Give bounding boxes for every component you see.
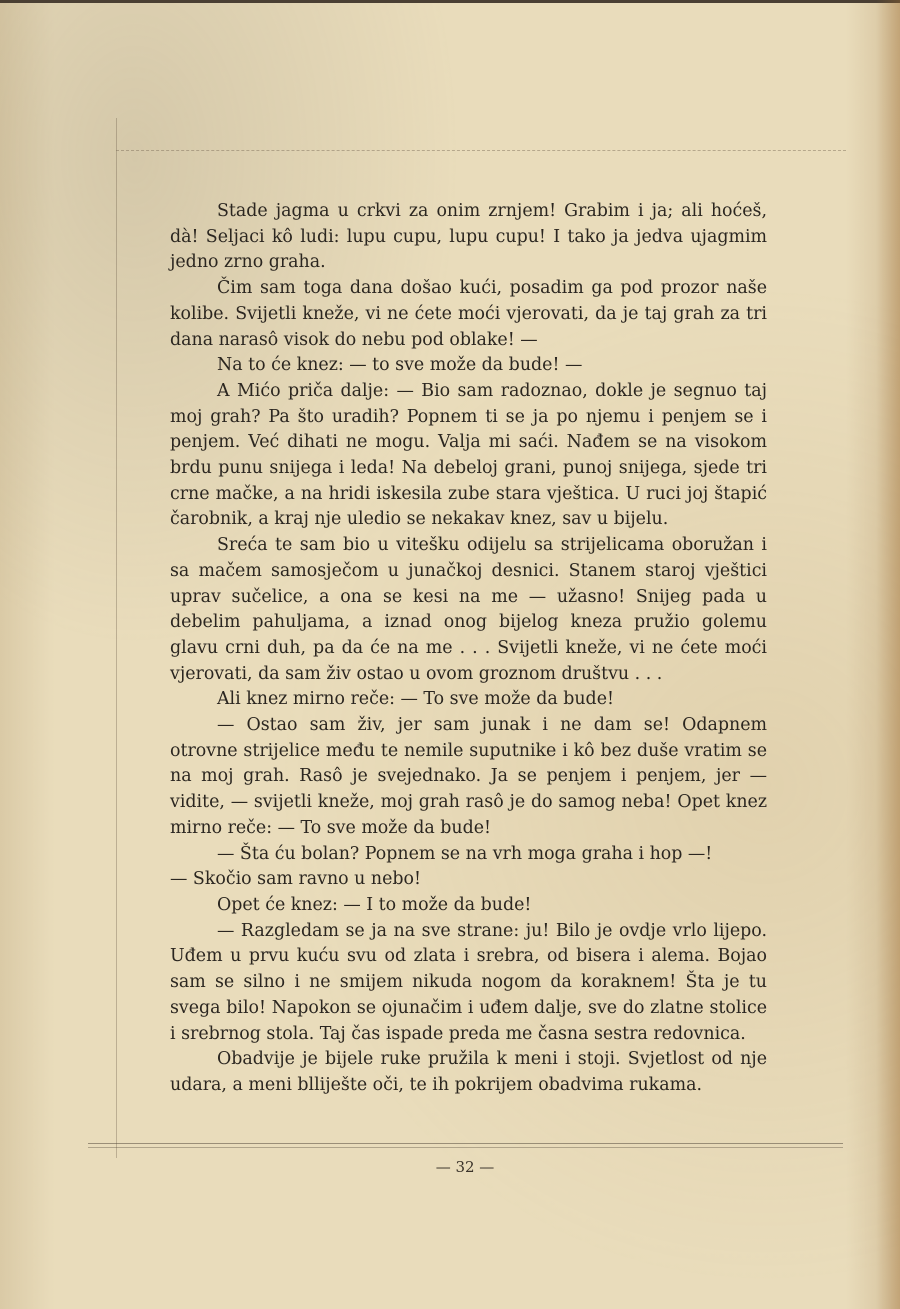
paragraph: Na to će knez: — to sve može da bude! — [217, 355, 583, 376]
paragraph: Sreća te sam bio u vitešku odijelu sa strijelicama oboružan i sa mačem samosječom u junačkoj desnici. Stanem staroj vještici uprav sučelice, a ona se kesi na me — užasno! Snijeg pada u debelim pahuljama, a iznad onog bijelog kneza pružio golemu glavu crni duh, pa da će na me . . . Svijetli kneže, vi ne ćete moći vjerovati, da sam živ ostao u ovom groznom društvu . . . [170, 535, 767, 684]
paragraph: Ali knez mirno reče: — To sve može da bude! [217, 689, 614, 710]
paragraph: — Šta ću bolan? Popnem se na vrh moga graha i hop —! [217, 843, 713, 864]
paragraph: — Razgledam se ja na sve strane: ju! Bilo je ovdje vrlo lijepo. Uđem u prvu kuću svu od zlata i srebra, od bisera i alema. Bojao sam se silno i ne smijem nikuda nogom da koraknem! Šta je tu svega bilo! Napokon se ojunačim i uđem dalje, sve do zlatne stolice i srebrnog stola. Taj čas ispade preda me časna sestra redovnica. [170, 920, 767, 1044]
paragraph: Obadvije je bijele ruke pružila k meni i stoji. Svjetlost od nje udara, a meni blliješte oči, te ih pokrijem obadvima rukama. [170, 1049, 767, 1095]
paragraph: — Ostao sam živ, jer sam junak i ne dam se! Odapnem otrovne strijelice među te nemile suputnike i kô bez duše vratim se na moj grah. Rasô je svejednako. Ja se penjem i penjem, jer — vidite, — svijetli kneže, moj grah rasô je do samog neba! Opet knez mirno reče: — To sve može da bude! [170, 715, 767, 838]
frame-top-rule [116, 150, 846, 151]
page-right-edge [876, 0, 900, 1309]
frame-bottom-rule [88, 1143, 843, 1148]
paragraph: Opet će knez: — I to može da bude! [217, 894, 532, 915]
frame-left-rule [116, 118, 117, 1158]
paragraph: Čim sam toga dana došao kući, posadim ga pod prozor naše kolibe. Svijetli kneže, vi ne ćete moći vjerovati, da je taj grah za tri dana narasô visok do nebu pod oblake! — [170, 278, 767, 350]
paragraph: A Mićo priča dalje: — Bio sam radoznao, dokle je segnuo taj moj grah? Pa što uradih? Popnem ti se ja po njemu i penjem se i penjem. Već dihati ne mogu. Valja mi saći. Nađem se na visokom brdu punu snijega i leda! Na debeloj grani, punoj snijega, sjede tri crne mačke, a na hridi iskesila zube stara vještica. U ruci joj štapić čarobnik, a kraj nje uledio se nekakav knez, sav u bijelu. [170, 380, 767, 530]
body-text [170, 199, 767, 1099]
paragraph: — Skočio sam ravno u nebo! [170, 869, 421, 890]
paragraph: Stade jagma u crkvi za onim zrnjem! Grabim i ja; ali hoćeš, dà! Seljaci kô ludi: lupu cupu, lupu cupu! I tako ja jedva ujagmim jedno zrno graha. [170, 201, 767, 273]
page-number: — 32 — [435, 1158, 495, 1176]
page-top-edge [0, 0, 900, 3]
